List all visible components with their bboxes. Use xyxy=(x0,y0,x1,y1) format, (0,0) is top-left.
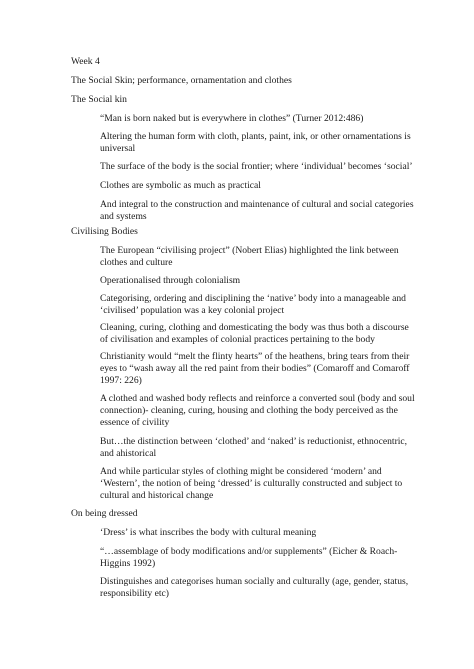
paragraph: But…the distinction between ‘clothed’ and ‘naked’ is reductionist, ethnocentric, and ahistorical xyxy=(100,436,408,459)
paragraph: Altering the human form with cloth, plants, paint, ink, or other ornamentations is universal xyxy=(100,131,411,154)
document-title: The Social Skin; performance, ornamentation and clothes xyxy=(71,75,292,86)
paragraph: A clothed and washed body reflects and reinforce a converted soul (body and soul connection)- cleaning, curing, housing and clothing the body perceived as the essence of civility xyxy=(100,393,415,428)
section-heading-civilising-bodies: Civilising Bodies xyxy=(71,226,138,237)
paragraph: And integral to the construction and maintenance of cultural and social categories and systems xyxy=(100,199,414,222)
paragraph: “…assemblage of body modifications and/or supplements” (Eicher & Roach-Higgins 1992) xyxy=(100,546,398,569)
paragraph: The surface of the body is the social frontier; where ‘individual’ becomes ‘social’ xyxy=(100,161,413,172)
paragraph: Operationalised through colonialism xyxy=(100,275,241,286)
section-heading-social-kin: The Social kin xyxy=(71,94,127,105)
paragraph: Cleaning, curing, clothing and domesticating the body was thus both a discourse of civilisation and examples of colonial practices pertaining to the body xyxy=(100,322,409,345)
week-label: Week 4 xyxy=(71,56,100,67)
section-heading-on-being-dressed: On being dressed xyxy=(71,508,138,519)
paragraph: Christianity would “melt the flinty hearts” of the heathens, bring tears from their eyes to “wash away all the red paint from their bodies” (Comaroff and Comaroff 1997: 226) xyxy=(100,351,410,386)
paragraph: The European “civilising project” (Nobert Elias) highlighted the link between clothes and culture xyxy=(100,245,399,268)
paragraph: Clothes are symbolic as much as practical xyxy=(100,180,261,191)
paragraph: ‘Dress’ is what inscribes the body with cultural meaning xyxy=(100,527,317,538)
paragraph: Distinguishes and categorises human socially and culturally (age, gender, status, responsibility etc) xyxy=(100,576,409,599)
paragraph: And while particular styles of clothing might be considered ‘modern’ and ‘Western’, the notion of being ‘dressed’ is culturally constructed and subject to cultural and historical change xyxy=(100,466,403,501)
paragraph: “Man is born naked but is everywhere in clothes” (Turner 2012:486) xyxy=(100,113,364,124)
paragraph: Categorising, ordering and disciplining the ‘native’ body into a manageable and ‘civilised’ population was a key colonial project xyxy=(100,293,406,316)
